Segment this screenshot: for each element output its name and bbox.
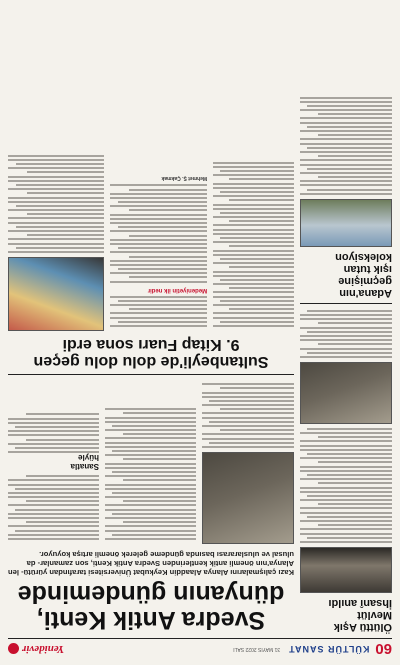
main-headline-line1: Svedra Antik Kenti, [36, 606, 266, 634]
svedra-ruins-photo [202, 452, 294, 544]
logo-mark-icon [8, 644, 19, 655]
main-text-col-3 [8, 381, 99, 540]
book-fair-photo [8, 257, 104, 331]
fair-headline-line1: Sultanbeyli'de dolu dolu geçen [33, 353, 269, 370]
section-divider [8, 374, 294, 375]
fair-text-col-1 [213, 153, 294, 328]
sidebar-heading-line1: Sanatla [70, 462, 99, 472]
main-headline [8, 581, 294, 633]
fair-middle-col [110, 153, 207, 332]
story2-title-line1: Adana'nın geçmişine [338, 274, 392, 299]
left-divider [300, 303, 392, 304]
page-number: 60 [375, 640, 392, 658]
section-title: KÜLTÜR SANAT [288, 644, 370, 654]
left-column [300, 8, 392, 633]
sidebar-heading [8, 453, 99, 471]
story2-title [300, 251, 392, 299]
masthead-left [233, 641, 392, 658]
main-area [8, 8, 294, 633]
pull-quote: Medeniyetin ilk nedir [147, 286, 208, 293]
main-story-body [8, 381, 294, 544]
main-photo-column [202, 381, 294, 544]
fair-photo-column [8, 153, 104, 332]
story1-photo-2 [300, 362, 392, 424]
byline: Mehmet Ş. Çakmak [161, 175, 208, 182]
newspaper-logo [8, 643, 64, 655]
fair-story [8, 153, 294, 332]
main-deck: Kazı çalışmalarını Alanya Alaaddin Keykubat Üniversitesi tarafından yürütü- len Alanya'nın önemli antik kentlerinden Svedra Antik Kenti, son zamanlar- da ulusal ve uluslararası basında gündeme gelerek önemli artışa koyuyor. [8, 550, 294, 577]
sidebar-heading-line2: hüyle [78, 453, 99, 463]
main-text-col-2 [105, 381, 196, 540]
story2-photo [300, 199, 392, 247]
story1-title [300, 597, 392, 633]
masthead [8, 638, 392, 659]
issue-date: 31 MAYIS 2022 SALI [233, 646, 281, 652]
main-headline-line2: dünyanın gündeminde [17, 580, 285, 608]
fair-headline-line2: 9. Kitap Fuarı sona erdi [62, 336, 240, 353]
fair-headline [8, 336, 294, 370]
story1-title-line1: Ölüttü Aşık Mevlüt [333, 609, 392, 633]
story1-photo [300, 547, 392, 593]
story1-body [300, 428, 392, 543]
story2-body [300, 97, 392, 195]
logo-text: Yenidevir [22, 643, 65, 655]
story2-title-line2: ışık tutan koleksiyon [335, 250, 392, 275]
story1-body-2 [300, 310, 392, 358]
story1-title-line2: İhsanî anıldı [328, 597, 392, 609]
